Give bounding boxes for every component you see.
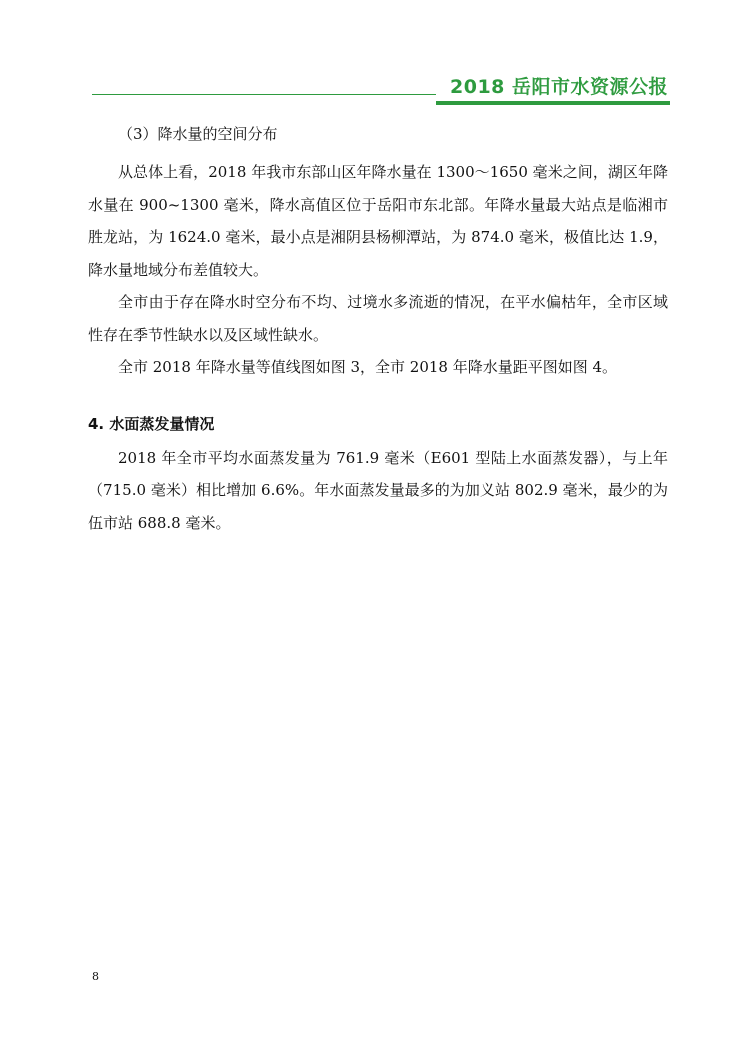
header-rule-thick [436, 101, 670, 105]
paragraph-overview: 从总体上看，2018 年我市东部山区年降水量在 1300～1650 毫米之间，湖区年降水量在 900~1300 毫米，降水高值区位于岳阳市东北部。年降水量最大站点是临湘市胜龙站，为 1624.0 毫米，最小点是湘阴县杨柳潭站，为 874.0 毫米，极值比达 1.9，降水量地域分布差值较大。 [88, 163, 668, 279]
paragraph-evaporation: 2018 年全市平均水面蒸发量为 761.9 毫米（E601 型陆上水面蒸发器），与上年（715.0 毫米）相比增加 6.6%。年水面蒸发量最多的为加义站 802.9 毫米，最少的为伍市站 688.8 毫米。 [88, 448, 668, 532]
subsection-heading-spatial-distribution: （3）降水量的空间分布 [118, 125, 278, 143]
page-header [0, 0, 750, 110]
page-number: 8 [92, 970, 99, 983]
header-rule-thin [92, 94, 436, 95]
paragraph-water-shortage: 全市由于存在降水时空分布不均、过境水多流逝的情况，在平水偏枯年，全市区域性存在季节性缺水以及区域性缺水。 [88, 293, 668, 344]
section-heading-evaporation: 4. 水面蒸发量情况 [88, 414, 215, 433]
report-title: 2018 岳阳市水资源公报 [450, 76, 668, 98]
paragraph-figure-reference: 全市 2018 年降水量等值线图如图 3，全市 2018 年降水量距平图如图 4。 [118, 358, 618, 376]
page-body [88, 118, 668, 539]
